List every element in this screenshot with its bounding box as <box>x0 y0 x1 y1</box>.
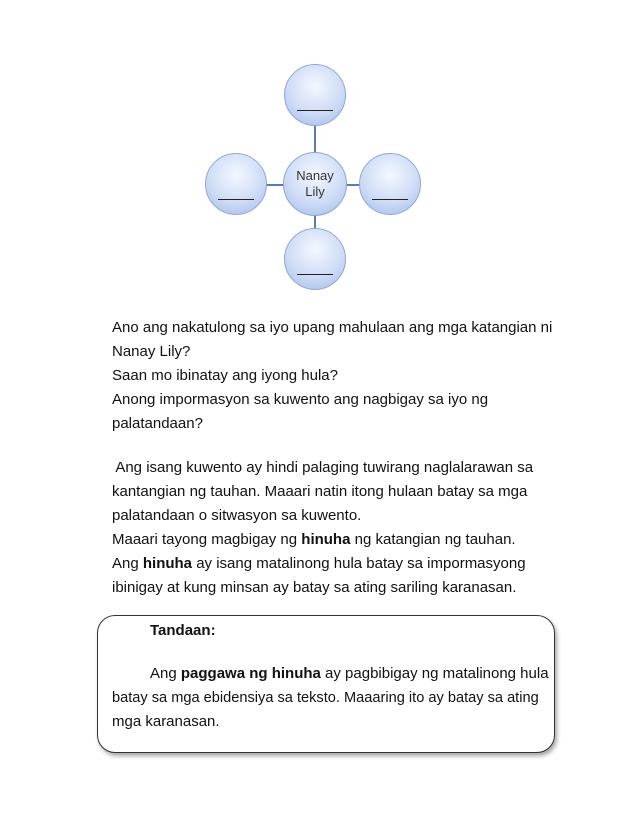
blank-line <box>218 198 254 200</box>
note-body-line2: batay sa mga ebidensiya sa teksto. Maaaring ito ay batay sa ating <box>112 690 539 706</box>
center-label-line1: Nanay <box>296 168 334 183</box>
explanation-line4-pre: Maaari tayong magbigay ng <box>112 531 302 548</box>
node-right-blank <box>359 153 421 215</box>
blank-line <box>297 109 333 111</box>
center-label <box>287 168 343 200</box>
explanation-line4 <box>112 530 516 550</box>
blank-line <box>372 198 408 200</box>
note-body-line1 <box>150 664 549 684</box>
keyword-paggawa-ng-hinuha: paggawa ng hinuha <box>180 665 321 682</box>
blank-line <box>297 273 333 275</box>
node-bottom-blank <box>284 228 346 290</box>
connector-left <box>266 184 284 186</box>
explanation-line6: ibinigay at kung minsan ay batay sa ating sariling karanasan. <box>112 579 517 596</box>
question-1-line1: Ano ang nakatulong sa iyo upang mahulaan ang mga katangian ni <box>112 319 553 336</box>
node-top-blank <box>284 64 346 126</box>
explanation-line5-pre: Ang <box>112 555 143 572</box>
connector-right <box>346 184 360 186</box>
explanation-line1: Ang isang kuwento ay hindi palaging tuwirang naglalarawan sa <box>112 459 534 476</box>
question-3-line2: palatandaan? <box>112 415 203 432</box>
explanation-line4-post: ng katangian ng tauhan. <box>350 531 516 548</box>
explanation-line5-post: ay isang matalinong hula batay sa impormasyong <box>192 555 526 572</box>
note-body-pre: Ang <box>150 665 181 682</box>
explanation-line5 <box>112 554 526 574</box>
note-title <box>150 621 216 641</box>
explanation-line2: kantangian ng tauhan. Maaari natin itong hulaan batay sa mga <box>112 483 528 500</box>
node-center <box>283 152 347 216</box>
note-body-post: ay pagbibigay ng matalinong hula <box>320 665 549 682</box>
center-label-line2: Lily <box>305 184 325 199</box>
keyword-hinuha: hinuha <box>301 531 351 548</box>
question-3-line1: Anong impormasyon sa kuwento ang nagbigay sa iyo ng <box>112 391 489 408</box>
node-left-blank <box>205 153 267 215</box>
note-body-line3: mga karanasan. <box>112 713 220 730</box>
concept-web-diagram <box>0 0 638 300</box>
question-2: Saan mo ibinatay ang iyong hula? <box>112 367 338 384</box>
explanation-line3: palatandaan o sitwasyon sa kuwento. <box>112 507 362 524</box>
question-1-line2: Nanay Lily? <box>112 343 191 360</box>
note-title-text: Tandaan: <box>150 622 216 639</box>
keyword-hinuha: hinuha <box>142 555 193 572</box>
